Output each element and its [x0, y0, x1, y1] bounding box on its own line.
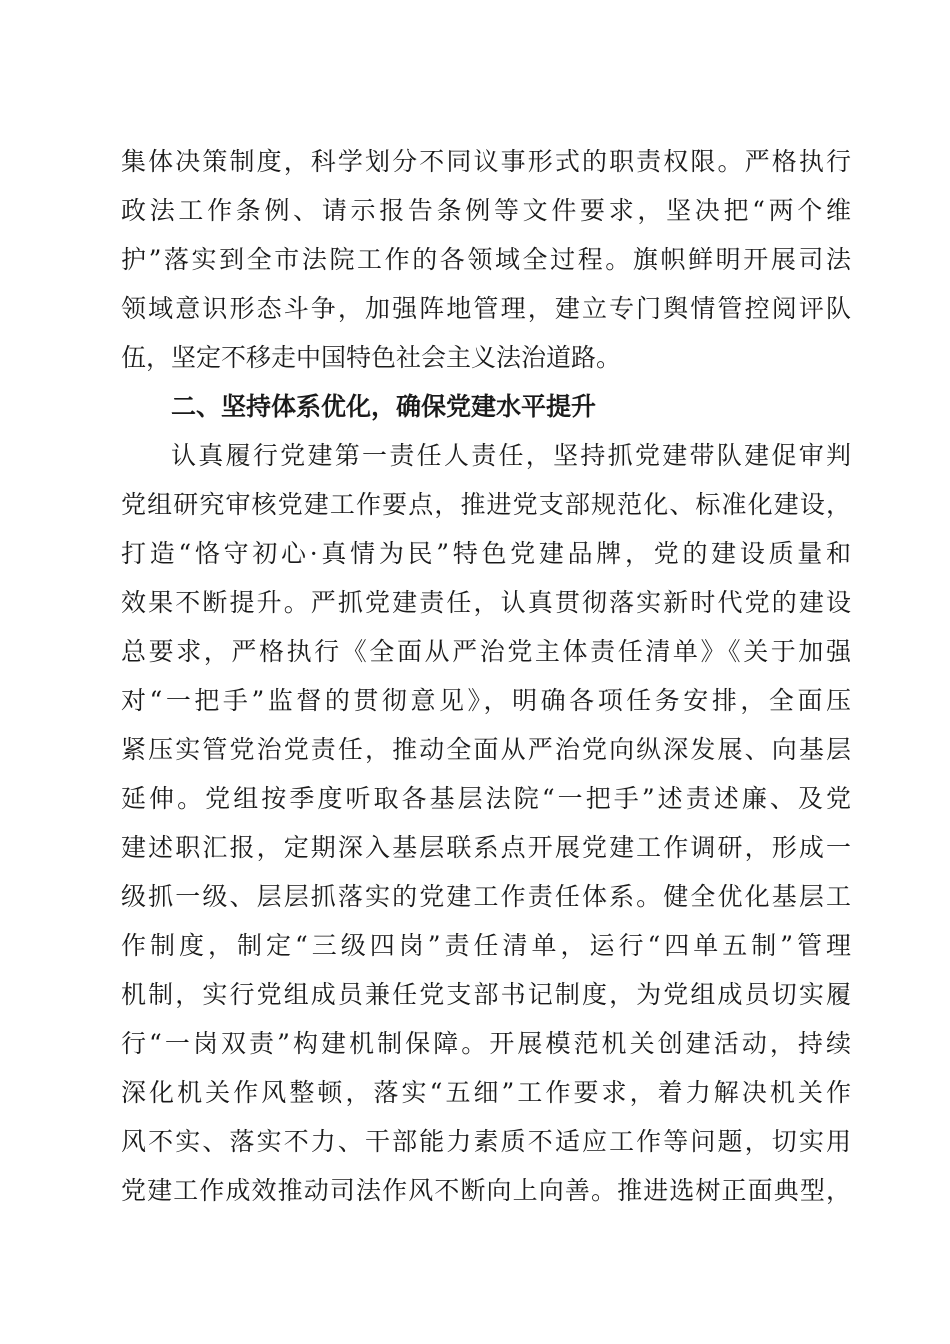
paragraph-2-line-6: 对“一把手”监督的贯彻意见》，明确各项任务安排，全面压	[121, 686, 851, 715]
paragraph-1-line-2: 政法工作条例、请示报告条例等文件要求，坚决把“两个维	[121, 196, 851, 225]
paragraph-1-line-1: 集体决策制度，科学划分不同议事形式的职责权限。严格执行	[121, 147, 851, 176]
paragraph-2-line-1: 认真履行党建第一责任人责任，坚持抓党建带队建促审判	[171, 441, 851, 470]
paragraph-1-line-5: 伍，坚定不移走中国特色社会主义法治道路。	[121, 343, 622, 372]
paragraph-2-line-9: 建述职汇报，定期深入基层联系点开展党建工作调研，形成一	[121, 833, 851, 862]
paragraph-2-line-14: 深化机关作风整顿，落实“五细”工作要求，着力解决机关作	[121, 1078, 851, 1107]
paragraph-2-line-7: 紧压实管党治党责任，推动全面从严治党向纵深发展、向基层	[121, 735, 851, 764]
paragraph-2-line-16: 党建工作成效推动司法作风不断向上向善。推进选树正面典型，	[121, 1176, 851, 1205]
paragraph-2-line-10: 级抓一级、层层抓落实的党建工作责任体系。健全优化基层工	[121, 882, 851, 911]
paragraph-1-line-3: 护”落实到全市法院工作的各领域全过程。旗帜鲜明开展司法	[121, 245, 851, 274]
paragraph-2-line-12: 机制，实行党组成员兼任党支部书记制度，为党组成员切实履	[121, 980, 851, 1009]
paragraph-2-line-5: 总要求，严格执行《全面从严治党主体责任清单》《关于加强	[121, 637, 851, 666]
paragraph-2-line-4: 效果不断提升。严抓党建责任，认真贯彻落实新时代党的建设	[121, 588, 851, 617]
paragraph-2-line-11: 作制度，制定“三级四岗”责任清单，运行“四单五制”管理	[121, 931, 851, 960]
paragraph-2-line-13: 行“一岗双责”构建机制保障。开展模范机关创建活动，持续	[121, 1029, 851, 1058]
paragraph-2-line-3: 打造“恪守初心·真情为民”特色党建品牌，党的建设质量和	[121, 539, 851, 568]
paragraph-2-line-2: 党组研究审核党建工作要点，推进党支部规范化、标准化建设，	[121, 490, 851, 519]
paragraph-2-line-8: 延伸。党组按季度听取各基层法院“一把手”述责述廉、及党	[121, 784, 851, 813]
section-heading: 二、坚持体系优化，确保党建水平提升	[171, 392, 597, 421]
paragraph-1-line-4: 领域意识形态斗争，加强阵地管理，建立专门舆情管控阅评队	[121, 294, 851, 323]
paragraph-2-line-15: 风不实、落实不力、干部能力素质不适应工作等问题，切实用	[121, 1127, 851, 1156]
